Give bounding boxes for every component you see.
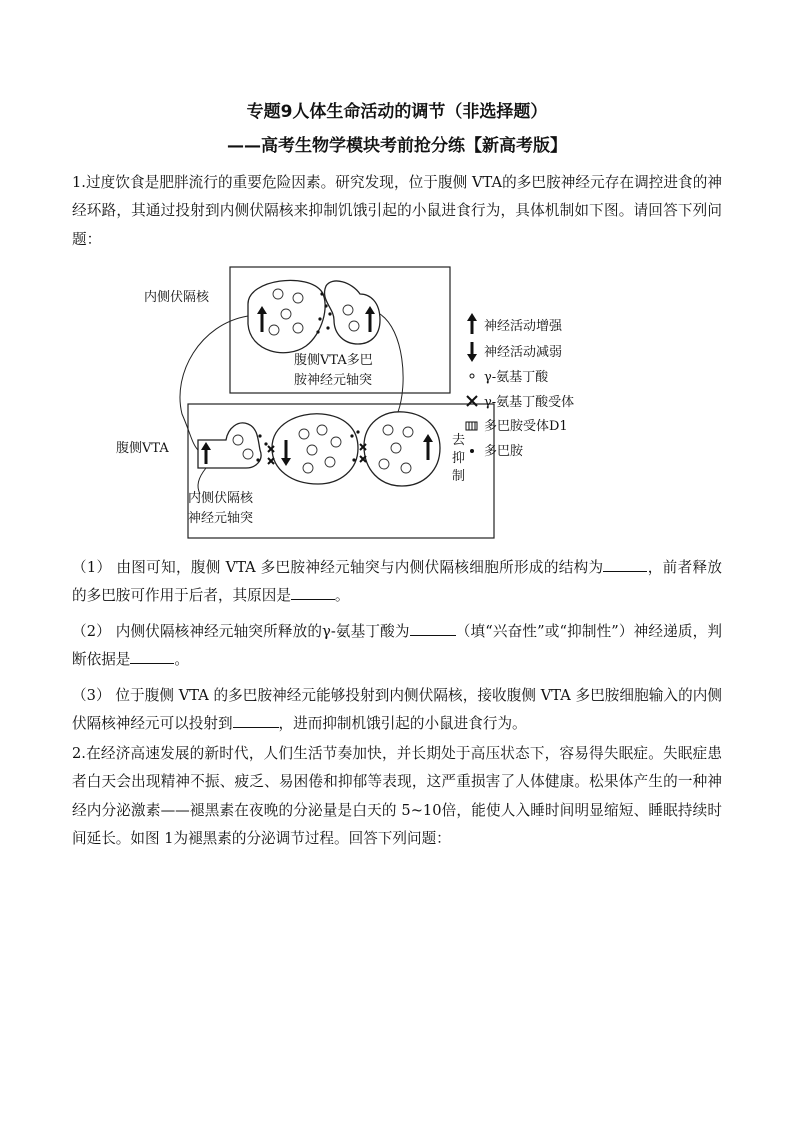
da-axon-label-1: 腹侧VTA多巴 bbox=[294, 353, 373, 368]
q1-sub3-text-b: ，进而抑制机饿引起的小鼠进食行为。 bbox=[278, 715, 527, 733]
dopamine-icon bbox=[470, 449, 474, 453]
q1-sub3-text-a: （3） 位于腹侧 VTA 的多巴胺神经元能够投射到内侧伏隔核，接收腹侧 VTA 多巴胺细胞输入的内侧伏隔核神经元可以投射到 bbox=[72, 687, 722, 733]
q1-intro: 1.过度饮食是肥胖流行的重要危险因素。研究发现，位于腹侧 VTA的多巴胺神经元存在调控进食的神经环路，其通过投射到内侧伏隔核来抑制饥饿引起的小鼠进食行为，具体机制如下图。请回答下列问题： bbox=[72, 174, 722, 248]
legend-enhance: 神经活动增强 bbox=[484, 319, 563, 334]
answer-blank[interactable] bbox=[233, 713, 279, 729]
disinhibit-label-2: 抑 bbox=[452, 451, 466, 466]
down-arrow-icon bbox=[467, 342, 477, 362]
q1-sub2-text-c: 。 bbox=[174, 651, 189, 669]
q2-intro: 2.在经济高速发展的新时代，人们生活节奏加快，并长期处于高压状态下，容易得失眠症。失眠症患者白天会出现精神不振、疲乏、易困倦和抑郁等表现，这严重损害了人体健康。松果体产生的一种神经内分泌激素——褪黑素在夜晚的分泌量是白天的 5~10倍，能使人入睡时间明显缩短、睡眠持续时间延长。如图 1为褪黑素的分泌调节过程。回答下列问题： bbox=[72, 745, 722, 847]
vta-label: 腹侧VTA bbox=[116, 441, 169, 456]
q1-sub1-text-a: （1） 由图可知，腹侧 VTA 多巴胺神经元轴突与内侧伏隔核细胞所形成的结构为 bbox=[72, 559, 604, 576]
disinhibit-label-3: 制 bbox=[452, 469, 466, 484]
up-arrow-icon bbox=[365, 306, 375, 332]
q1-sub1-text-c: 。 bbox=[334, 587, 350, 605]
disinhibit-label-1: 去 bbox=[452, 433, 466, 448]
page-title: 专题9人体生命活动的调节（非选择题） bbox=[246, 102, 548, 122]
up-arrow-icon bbox=[257, 306, 267, 332]
up-arrow-icon bbox=[467, 313, 477, 334]
q1-sub1-text-b: ，前者释放的多巴胺可作用于后者，其原因是 bbox=[72, 559, 722, 605]
legend-d1-receptor: 多巴胺受体D1 bbox=[484, 419, 568, 434]
up-arrow-icon bbox=[423, 434, 433, 460]
legend-weaken: 神经活动减弱 bbox=[484, 345, 563, 360]
answer-blank[interactable] bbox=[291, 585, 335, 601]
q1-sub2-text-b: （填“兴奋性”或“抑制性”）神经递质，判断依据是 bbox=[72, 623, 722, 669]
nac-label: 内侧伏隔核 bbox=[144, 290, 210, 305]
page-subtitle: ——高考生物学模块考前抢分练【新高考版】 bbox=[227, 136, 567, 156]
answer-blank[interactable] bbox=[130, 649, 174, 665]
answer-blank[interactable] bbox=[410, 620, 456, 636]
q1-sub3 bbox=[72, 682, 722, 739]
da-axon-label-2: 胺神经元轴突 bbox=[294, 373, 373, 388]
nac-axon-label-1: 内侧伏隔核 bbox=[188, 491, 254, 506]
legend bbox=[466, 313, 574, 459]
gaba-icon bbox=[470, 374, 474, 378]
answer-blank[interactable] bbox=[603, 556, 647, 572]
q1-sub2-text-a: （2） 内侧伏隔核神经元轴突所释放的γ-氨基丁酸为 bbox=[72, 623, 410, 640]
d1-receptor-icon bbox=[466, 422, 477, 430]
legend-gaba: γ-氨基丁酸 bbox=[484, 370, 549, 385]
q1-sub1 bbox=[72, 554, 722, 611]
neural-circuit-figure bbox=[108, 264, 628, 544]
up-arrow-icon bbox=[201, 442, 211, 464]
q1-sub2 bbox=[72, 618, 722, 675]
legend-dopamine: 多巴胺 bbox=[484, 444, 524, 459]
legend-gaba-receptor: γ-氨基丁酸受体 bbox=[484, 395, 575, 410]
down-arrow-icon bbox=[281, 440, 291, 466]
nac-axon-label-2: 神经元轴突 bbox=[188, 511, 254, 526]
